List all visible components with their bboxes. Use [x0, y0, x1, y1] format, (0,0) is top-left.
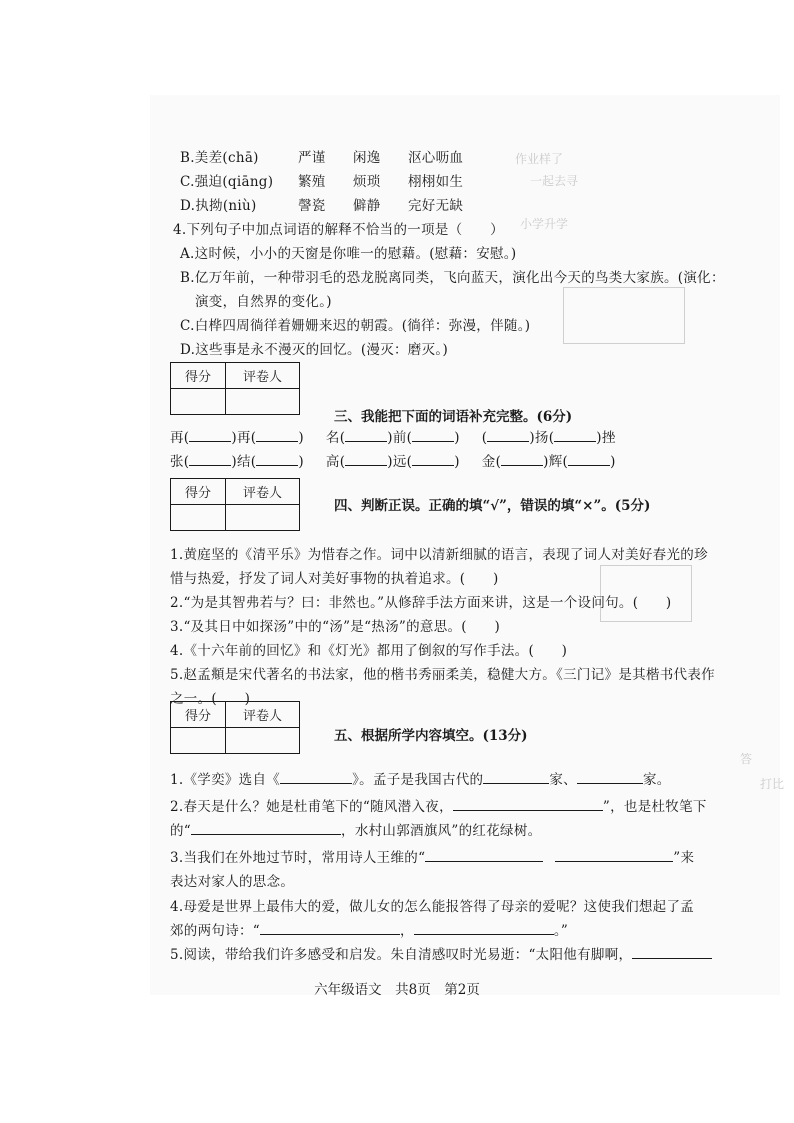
- grader-cell[interactable]: [226, 505, 300, 531]
- fill-blank[interactable]: [260, 920, 400, 935]
- bleed-text: 打比: [760, 777, 785, 791]
- fill-blank[interactable]: [345, 427, 387, 442]
- fill-blank[interactable]: [412, 451, 454, 466]
- option-b-row: B.美差(chā) 严谨 闲逸 沤心呖血: [180, 150, 464, 166]
- fill-blank[interactable]: [189, 451, 231, 466]
- sec5-item-4: 4.母爱是世界上最伟大的爱，做儿女的怎么能报答得了母亲的爱呢？这使我们想起了孟: [170, 899, 695, 915]
- q4-stem: 4.下列句子中加点词语的解释不恰当的一项是（ ）: [173, 222, 504, 238]
- sec4-item-5: 5.赵孟頫是宋代著名的书法家，他的楷书秀丽柔美，稳健大方。《三门记》是其楷书代表作: [170, 667, 715, 683]
- fill-blank[interactable]: [555, 847, 673, 862]
- fill-blank[interactable]: [256, 451, 298, 466]
- sec5-item-5: 5.阅读，带给我们许多感受和启发。朱自清感叹时光易逝：“太阳他有脚啊，: [170, 943, 712, 963]
- bleed-score-box: [563, 287, 685, 344]
- sec3-row2: 张( )结( ) 高( )远( ) 金( )辉( ): [170, 450, 616, 470]
- fill-blank[interactable]: [414, 920, 554, 935]
- sec4-item-2: 2.“为是其智弗若与？曰：非然也。”从修辞手法方面来讲，这是一个设问句。( ): [170, 595, 672, 611]
- fill-blank[interactable]: [487, 427, 529, 442]
- sec5-item-3: 3.当我们在外地过节时，常用诗人王维的“ ”来: [170, 846, 694, 866]
- bleed-text: 一起去寻: [530, 174, 579, 188]
- section-3-title: 三、我能把下面的词语补充完整。(6分): [334, 409, 573, 425]
- grader-label: 评卷人: [226, 479, 300, 505]
- section-5-title: 五、根据所学内容填空。(13分): [334, 728, 528, 744]
- sec4-item-5-cont: 之一。( ): [170, 691, 251, 707]
- sec5-item-3-cont: 表达对家人的思念。: [170, 874, 295, 890]
- fill-blank[interactable]: [554, 427, 596, 442]
- sec4-item-4: 4.《十六年前的回忆》和《灯光》都用了倒叙的写作手法。( ): [170, 643, 568, 659]
- sec5-item-2: 2.春天是什么？她是杜甫笔下的“随风潜入夜， ”，也是杜牧笔下: [170, 795, 707, 815]
- fill-blank[interactable]: [191, 820, 341, 835]
- sec5-item-4-cont: 郊的两句诗：“ ， 。”: [170, 919, 568, 939]
- sec4-item-1-cont: 惜与热爱，抒发了词人对美好事物的执着追求。( ): [170, 571, 499, 587]
- option-c-row: C.强迫(qiāng) 繁殖 烦琐 栩栩如生: [180, 174, 464, 190]
- score-label: 得分: [171, 479, 226, 505]
- q4-option-b: B.亿万年前，一种带羽毛的恐龙脱离同类，飞向蓝天，演化出今天的鸟类大家族。(演化：: [180, 270, 725, 286]
- q4-option-b-cont: 演变，自然界的变化。): [195, 294, 332, 310]
- bleed-text: 答: [740, 752, 753, 766]
- bleed-text: 小学升学: [520, 217, 569, 231]
- fill-blank[interactable]: [568, 451, 610, 466]
- grader-cell[interactable]: [226, 389, 300, 415]
- grader-label: 评卷人: [226, 363, 300, 389]
- fill-blank[interactable]: [453, 796, 603, 811]
- grader-label: 评卷人: [226, 702, 300, 728]
- sec5-item-2-cont: 的“ ，水村山郭酒旗风”的红花绿树。: [170, 819, 541, 839]
- sec4-item-1: 1.黄庭坚的《清平乐》为惜春之作。词中以清新细腻的语言，表现了词人对美好春光的珍: [170, 547, 708, 563]
- page-footer: 六年级语文 共8页 第2页: [314, 982, 480, 998]
- fill-blank[interactable]: [345, 451, 387, 466]
- option-d-row: D.执拗(niù) 謦瓷 僻静 完好无缺: [180, 198, 464, 214]
- q4-option-a: A.这时候，小小的天窗是你唯一的慰藉。(慰藉：安慰。): [180, 246, 517, 262]
- score-box: [170, 362, 300, 415]
- fill-blank[interactable]: [189, 427, 231, 442]
- score-box: [170, 701, 300, 754]
- sec3-row1: 再( )再( ) 名( )前( ) ( )扬( )挫: [170, 426, 616, 446]
- fill-blank[interactable]: [632, 944, 712, 959]
- score-cell[interactable]: [171, 728, 226, 754]
- section-4-title: 四、判断正误。正确的填“√”，错误的填“×”。(5分): [334, 498, 651, 514]
- fill-blank[interactable]: [280, 769, 352, 784]
- q4-option-d: D.这些事是永不漫灭的回忆。(漫灭：磨灭。): [180, 342, 449, 358]
- score-label: 得分: [171, 702, 226, 728]
- fill-blank[interactable]: [425, 847, 543, 862]
- score-label: 得分: [171, 363, 226, 389]
- score-box: [170, 478, 300, 531]
- bleed-text: 作业样了: [515, 152, 564, 166]
- score-cell[interactable]: [171, 505, 226, 531]
- fill-blank[interactable]: [256, 427, 298, 442]
- q4-option-c: C.白桦四周徜徉着姗姗来迟的朝霞。(徜徉：弥漫，伴随。): [180, 318, 531, 334]
- grader-cell[interactable]: [226, 728, 300, 754]
- fill-blank[interactable]: [412, 427, 454, 442]
- fill-blank[interactable]: [577, 769, 643, 784]
- score-cell[interactable]: [171, 389, 226, 415]
- fill-blank[interactable]: [483, 769, 549, 784]
- fill-blank[interactable]: [501, 451, 543, 466]
- sec4-item-3: 3.“及其日中如探汤”中的“汤”是“热汤”的意思。( ): [170, 619, 501, 635]
- sec5-item-1: 1.《学奕》选自《 》。孟子是我国古代的 家、 家。: [170, 768, 671, 788]
